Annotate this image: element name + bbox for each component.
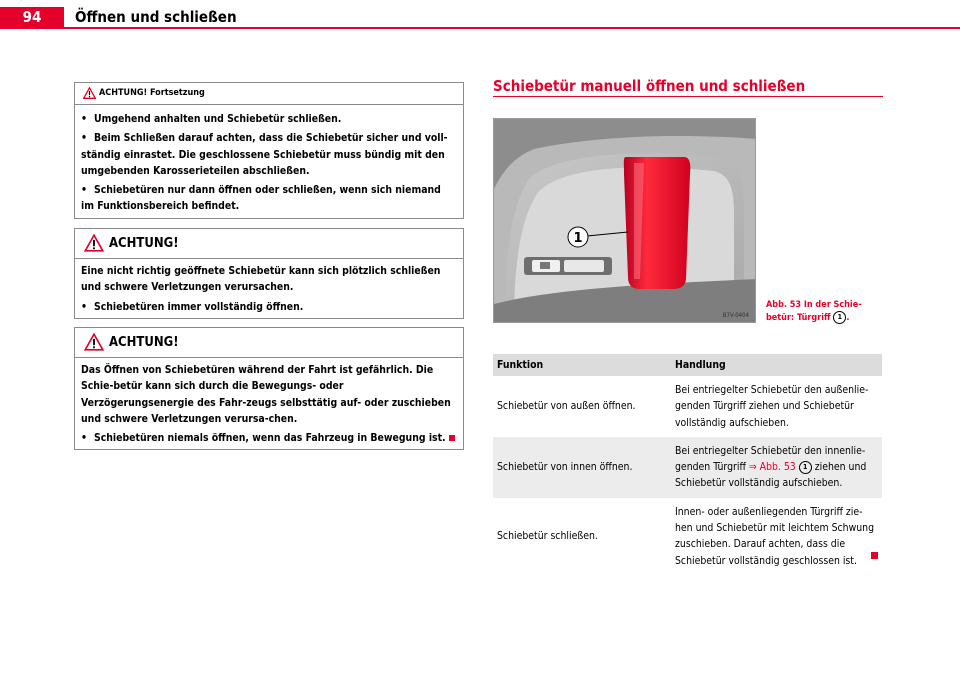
bullet-item: • Umgehend anhalten und Schiebetür schließen. [81,113,342,125]
warning-triangle-icon [84,333,104,351]
warning-2-header [75,229,463,259]
warning-triangle-icon [83,87,96,99]
header-rule [0,27,960,29]
figure-caption: Abb. 53 In der Schie- betür: Türgriff 1 . [766,300,862,323]
column-header: Handlung [671,354,882,376]
bullet-item: • Schiebetüren immer vollständig öffnen. [81,300,304,313]
figure-code: B7V-0404 [722,312,749,319]
bullet-item: • Schiebetüren nur dann öffnen oder schließen, wenn sich niemand im Funktionsbereich befindet. [81,184,441,213]
table-cell: Innen- oder außenliegenden Türgriff zie-hen und Schiebetür mit leichtem Schwung zuschieben. Darauf achten, dass die Schiebetür vollständig geschlossen ist. [675,505,875,567]
table-row [493,376,882,437]
end-marker [449,435,455,441]
door-handle-figure [493,118,756,323]
warning-2-body [75,259,463,318]
warning-continued-box [74,82,464,219]
warning-3-header [75,328,463,358]
warning-3-title: ACHTUNG! [109,335,179,350]
warning-continued-header [75,83,463,105]
column-header: Funktion [493,354,671,376]
table-cell: Bei entriegelter Schiebetür den außenlie-genden Türgriff ziehen und Schiebetür vollständig aufschieben. [675,384,869,429]
page-header [0,0,960,28]
warning-2-text: Eine nicht richtig geöffnete Schiebetür kann sich plötzlich schließen und schwere Verletzungen verursachen. [81,265,441,294]
bullet-item: • Beim Schließen darauf achten, dass die Schiebetür sicher und voll-ständig einrastet. Die geschlossene Schiebetür muss bündig mit den umgebenden Karosserieteilen abschließen. [81,132,448,177]
callout-circle: 1 [833,311,846,324]
section-rule [493,96,883,97]
warning-3-body [75,358,463,449]
end-marker [871,552,878,559]
callout-circle: 1 [799,461,812,474]
warning-box-2 [74,228,464,319]
section-title: Schiebetür manuell öffnen und schließen [493,77,806,95]
table-row [493,498,882,575]
figure-reference-link[interactable]: ⇒ Abb. 53 [748,461,796,474]
table-cell: Bei entriegelter Schiebetür den innenlie-genden Türgriff ⇒ Abb. 53 1 ziehen und Schiebetür vollständig aufschieben. [671,437,882,498]
door-handle-illustration [494,119,756,323]
warning-3-text: Das Öffnen von Schiebetüren während der Fahrt ist gefährlich. Die Schie-betür kann sich durch die Bewegungs- oder Verzögerungsenergie des Fahr-zeugs selbsttätig auf- oder zuschieben und schwere Verletzungen verursa-chen. [81,364,451,425]
table-cell: Schiebetür schließen. [497,530,598,543]
warning-2-title: ACHTUNG! [109,236,179,251]
function-table [493,354,882,575]
table-cell: Schiebetür von innen öffnen. [493,437,671,498]
page-title: Öffnen und schließen [75,8,237,26]
warning-triangle-icon [84,234,104,252]
warning-continued-body [75,105,463,218]
warning-box-3 [74,327,464,450]
table-cell: Schiebetür von außen öffnen. [497,400,636,413]
page-number: 94 [0,7,64,27]
warning-continued-title: ACHTUNG! Fortsetzung [99,88,205,98]
figure-callout-label: 1 [573,231,583,246]
table-row [493,437,882,498]
bullet-item: • Schiebetüren niemals öffnen, wenn das Fahrzeug in Bewegung ist. [81,430,457,446]
table-header-row [493,354,882,376]
